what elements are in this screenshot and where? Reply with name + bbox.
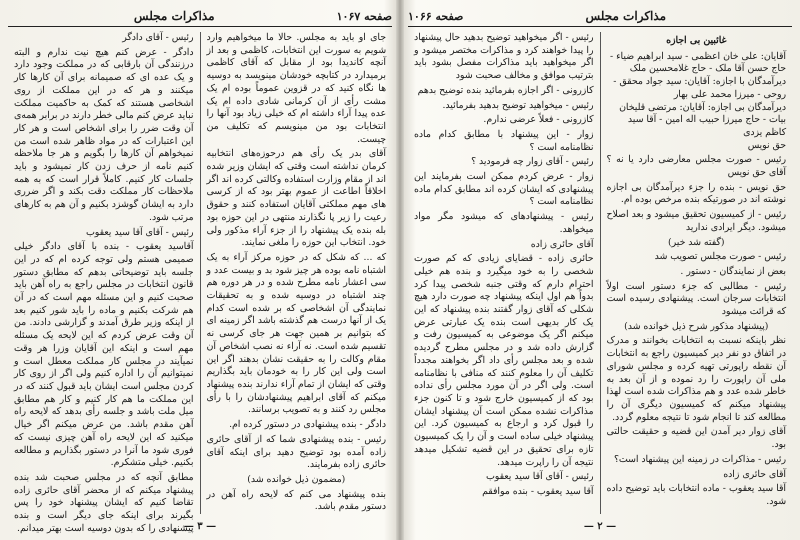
parenthetical-note: (مضمون ذیل خوانده شد) xyxy=(247,473,346,485)
paragraph: کازرونی - اگر اجازه بفرمائید بنده توضیح بدهم xyxy=(417,84,594,96)
paragraph: بعض از نمایندگان - دستور . xyxy=(680,265,786,277)
running-title: مذاکرات مجلس xyxy=(585,9,667,23)
paragraph: مطابق آنچه که در مجلس صحبت شد بنده پیشنهاد میکنم که از محضر آقای حائری زاده تقاضا کنیم که ایشان پیشنهاد خود را پس بگیرند برای اینکه جای دیگر است و بنده پیشنهادی را که بدون دوسیه است بهتر میدانم. xyxy=(14,471,194,534)
parenthetical-note: (گفته شد خیر) xyxy=(668,236,725,248)
paragraph: که ... که شکل که در حوزه مرکز آراء به یک اشتباه نامه بوده هر چیز شود بد و بیست عدد و سی اعشار نامه مطرح شده و در هر دوره هم چند اشتباه در دوسیه شده و به تحقیقات نمایندگی آن اشخاصی که بر شده است کدام یک از آنها درست هم گذشته باشد اگر زمینه ای که بتوانیم بر همین جهت هر جای کرسی نه تقسیم شده است. نه آراء نه نصب اشخاص آن مقام وکالت را به حقیقت نشان بدهند اگر این است ولی این کار را به خودمان باید بگذاریم وقتی که ایشان از تمام آراء ندارند بنده پیشنهاد میکنم که آقای ابراهیم پیشنهادشان را با رأی مجلس رد کنند و به تصویب برسانند. xyxy=(206,251,386,416)
paragraph: کازرونی - فعلاً عرضی ندارم. xyxy=(483,114,594,126)
folio-number: — ۳ — xyxy=(183,521,217,532)
paragraph: حق نویس - بنده را جزء دیرآمدگان بی اجازه نوشته اند در صورتیکه بنده مرخص بوده ام. xyxy=(606,181,786,206)
paragraph: رئیس - بنده پیشنهادی شما که از آقای حائری زاده آمده بود توضیح دهید برای اینکه آقای حائری زاده بفرمایند. xyxy=(206,433,386,471)
paragraph: نظر باینکه نسبت به انتخابات بخوانند و مدرک در اتفاق دو نفر دیر کمیسیون راجع به انتخابات آن نقطه راپورتی تهیه کرده و مجلس شورای ملی آن راپورت را رد نموده و از آن بعد به خاطر شده عدد و هم مذاکرات شده است لهذا پیشنهاد میکنم که کمیسیون دیگری آن را مطالعه کند تا انجام شود تا نتیجه معلوم گردد. xyxy=(606,335,786,423)
folio-number: — ۲ — xyxy=(583,521,617,532)
paragraph: بنده پیشنهاد می کنم که لایحه راه آهن در دستور مقدم باشد. xyxy=(206,488,386,513)
page-number-label: صفحه ۱۰۶۶ xyxy=(408,9,464,23)
text-columns xyxy=(408,32,792,514)
paragraph: رئیس - آقای آقا سید یعقوب xyxy=(86,226,194,238)
list-item: دیرآمدگان بی اجازه: آقایان: مرتضی قلیخان بیات - حاج میرزا حبیب اله امین - آقا سید کاظم یزدی xyxy=(619,101,786,138)
running-title: مذاکرات مجلس xyxy=(133,9,215,23)
paragraph: رئیس - اگر میخواهید توضیح بدهید حال پیشنهاد را پیدا خواهند کرد و مذاکرات مختصر میشود و اگر میخواهید باید مذاکرات مفصل بشود باید بترتیب موافق و مخالف صحبت شود xyxy=(414,32,594,82)
page-header xyxy=(408,6,792,27)
parenthetical-note: (پیشنهاد مذکور شرح ذیل خوانده شد) xyxy=(624,320,769,332)
paragraph: رئیس - آقای دادگر xyxy=(122,32,194,43)
paragraph: رئیس - میخواهید توضیح بدهید بفرمائید. xyxy=(442,99,594,111)
column-right xyxy=(601,32,793,514)
paragraph: آقا سید یعقوب - بنده موافقم xyxy=(482,485,594,497)
paragraph: آقای حائری زاده xyxy=(530,238,594,250)
list-item: دیرآمدگان با اجازه: آقایان: سید جواد محقق - روحی - میرزا محمد علی بهار xyxy=(613,76,786,100)
paragraph: دادگر - بنده پیشنهادی در دستور کرده ام. xyxy=(229,419,386,431)
column-right xyxy=(201,32,393,514)
paragraph: آقا سید یعقوب - ماده انتخابات باید توضیح داده شود. xyxy=(606,483,786,507)
paragraph: رئیس - مذاکرات در زمینه این پیشنهاد است؟ xyxy=(613,453,786,465)
column-left xyxy=(408,32,601,514)
page-1067 xyxy=(8,6,392,534)
page-1066 xyxy=(408,6,792,534)
paragraph: رئیس - مطالبی که جزء دستور است اولاً انتخابات سرجان است. پیشنهادی رسیده است که قرائت میشود xyxy=(606,280,786,318)
paragraph: رئیس - آقای آقا سید یعقوب xyxy=(486,471,594,483)
paragraph: زوار - عرض کردم ممکن است بفرمایند این پیشنهادی که ایشان کرده اند مطابق کدام ماده نظامنامه است ؟ xyxy=(414,171,594,208)
paragraph: حائری زاده - قضایای زیادی که کم صورت شخصی را به خود میگیرد و بنده هم خیلی احترام دارم که وقتی جنبه شخصی پیدا کرد بدواً هم اول اینکه پیشنهاد چه صورت دارد هیچ شکلی که آقای زوار گفتند بنده پیشنهاد که این یک کار بدیهی است بنده یک عبارتی عرض میکنم اگر یک موضوعی به کمیسیون رفت و گزارش داده شد و در مجلس مطرح گردیده شده و بعد مجلس رأی داد اگر بخواهند مجدداً تکلیف آن را معلوم کنند که منافی با نظامنامه است. ولی اگر در آن مورد مجلس رأی نداده بود که از کمیسیون خارج شود و تا کنون جزء مذاکرات نشده ممکن است آن پیشنهاد ایشان را قبول کرد و ارجاع به کمیسیون کرد. این پیشنهاد خیلی ساده است و آن را یک کمیسیون تازه برای تحقیق در این قضیه تشکیل میدهد نتیجه آن را راپرت میدهد. xyxy=(414,253,594,468)
page-number-label: صفحه ۱۰۶۷ xyxy=(336,9,392,23)
paragraph: آقاسید یعقوب - بنده با آقای دادگر خیلی صمیمی هستم ولی توجه کرده ام که در این جلسه باید توضیحاتی بدهم که مطابق دستور قانون انتخابات در مجلس راجع به راه آهن باید صحبت کنیم و این مسئله مهم است که در آن هم شرکت بکنیم و ماده را باید شور کنیم بعد از اینکه وزیر طرق آمدند و گزارشی دادند. من آن وقت عرض کردم که این لایحه یک مسئله مهم است و اینکه این آقایان وزرا هر وقت نمیآیند در مجلس کار مملکت معطل است و نمیتوانیم آن را اداره کنیم ولی اگر از روی کار کردن مجلس است ایشان باید قبول کنند که در این مملکت ما هم کار کنیم و کار هم مطابق میل ملت باشد و جلسه رأی بدهد که لایحه راه آهن مقدم باشد. من عرض میکنم اگر خیال میکنید که این لایحه راه آهن چیزی نیست که فوری شود ما آنرا در دستور بگذاریم و مطالعه بکنیم. خیلی متشکرم. xyxy=(14,241,194,469)
paragraph: رئیس - از کمیسیون تحقیق میشود و بعد اصلاح میشود. دیگر ایرادی ندارید xyxy=(606,209,786,233)
paragraph: رئیس - صورت مجلس تصویب شد xyxy=(654,251,786,263)
page-header xyxy=(8,6,392,27)
paragraph: رئیس - پیشنهادهای که میشود مگر مواد میخواهد. xyxy=(414,211,594,235)
paragraph: زوار - این پیشنهاد با مطابق کدام ماده نظامنامه است ؟ xyxy=(414,128,594,153)
paragraph: رئیس - آقای زوار چه فرمودید ؟ xyxy=(471,156,594,168)
paragraph: آقای حائری زاده xyxy=(723,468,786,480)
book-gutter xyxy=(396,0,404,540)
text-columns xyxy=(8,32,392,534)
paragraph: رئیس - صورت مجلس معارضی دارد یا نه ؟ آقای حق نویس xyxy=(606,154,786,179)
paragraph: آقای بدر یک رأی هم درحوزه‌های انتخابیه کرمان نداشته است وقتی که ایشان وزیر شده اند از مقام وزارت استفاده وکالتی کرده اند اگر اخلاقاً اطاعت از عموم بهتر بود که از کرسی های مهم مملکتی آقایان استفاده کنند و حقوق رعیت را زیر پا نگذارند منتهی در این حوزه بود بله بنده یک پیشنهاد را از جزء آراء مذکور ولی خود. انتخاب این حوزه را ملغی نمایند. xyxy=(206,148,386,249)
paragraph: حق نویس xyxy=(747,139,786,151)
paragraph: جای او باید به مجلس. حالا ما میخواهیم وارد شویم به سورت این انتخابات، کاظمی و بعد از آنچه کاندیدا بود از مقابل که آقای کاظمی برمیدارد در کتابچه خودشان مینویسد به دوسیه ها نگاه کنید که در قزوین عموماً بوده ام یک مشت رأی از آن کرمانی شادی داده ام یک عده پیدا آراء داشته ام که خیلی زیاد بود آنها را انتخابات بود من مینویسم که تکلیف من چیست. xyxy=(206,32,386,145)
paragraph: آقای زوار دیر آمدن این قضیه و حقیقت حالتی بود. xyxy=(606,426,786,451)
paragraph: دادگر - عرض کنم هیچ نیت ندارم و البته درزنندگی آن بارقابی که در مملکت وجود دارد و یک عده ای که صمیمانه برای آن کارها کار میکنند و هر که در این مملکت از روی اشخاصی هستند که کمک به حاکمیت مملکت نباید عرض کنم مالی خطر دارند در برابر همه‌ی آن وقت ضرر را برای اشخاص است و هر کار این اعتبارات که در مواد ظاهر شده است من نمیخواهم آن کارها را بگویم و هر جا ملاحظه کنیم نامه از حرف زدن کار نمیشود و باید جلسات کار کنیم. کاملاً قرار است که به همه ملاحظات کار مملکت دقت بکند و اگر ضرری دارد به ایشان گوشزد بکنیم و آن هم به کارهای مرتب شود. xyxy=(14,46,194,223)
list-item: آقایان: علی خان اعظمی - سید ابراهیم ضیاء - حاج حسن آقا ملک - حاج غلامحسین ملک xyxy=(610,50,786,75)
column-left xyxy=(8,32,201,534)
section-heading: غائبین بی اجازه xyxy=(666,35,727,46)
